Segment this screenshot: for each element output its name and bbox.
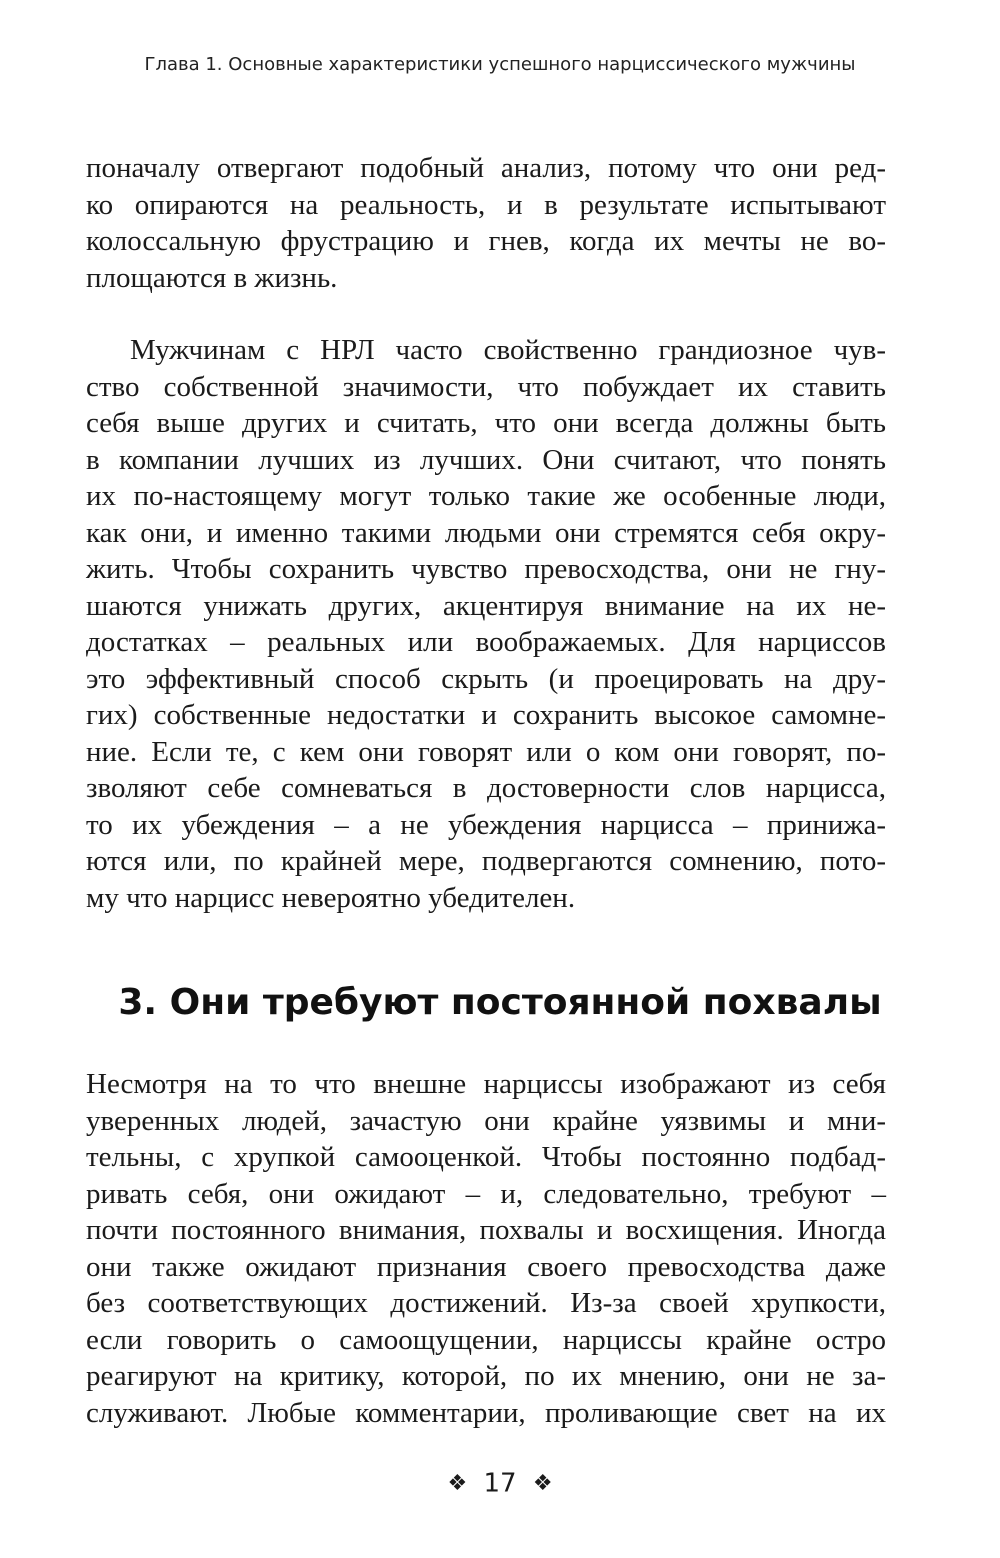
text-line: колоссальную фрустрацию и гнев, когда их мечты не во-: [86, 225, 886, 257]
text-line: ство собственной значимости, что побуждает их ставить: [86, 370, 886, 403]
text-line: достатках – реальных или воображаемых. Для нарциссов: [86, 626, 886, 658]
section-heading: 3. Они требуют постоянной похвалы: [118, 982, 882, 1023]
text-line: тельны, с хрупкой самооценкой. Чтобы постоянно подбад-: [86, 1141, 886, 1173]
running-head: Глава 1. Основные характеристики успешного нарциссического мужчины: [144, 54, 856, 75]
text-line: ние. Если те, с кем они говорят или о ком они говорят, по-: [86, 735, 886, 768]
text-line: му что нарцисс невероятно убедителен.: [86, 881, 576, 914]
page-footer: [0, 1468, 1000, 1499]
text-line: реагируют на критику, которой, по их мнению, они не за-: [86, 1360, 886, 1392]
text-line: они также ожидают признания своего превосходства даже: [86, 1250, 886, 1283]
text-line: уверенных людей, зачастую они крайне уязвимы и мни-: [86, 1104, 886, 1137]
text-line: площаются в жизнь.: [86, 261, 338, 294]
text-line: если говорить о самоощущении, нарциссы крайне остро: [86, 1323, 886, 1356]
text-line: ются или, по крайней мере, подвергаются сомнению, пото-: [86, 845, 886, 877]
text-line: без соответствующих достижений. Из-за своей хрупкости,: [86, 1287, 886, 1319]
text-line: почти постоянного внимания, похвалы и восхищения. Иногда: [86, 1214, 886, 1246]
text-line: себя выше других и считать, что они всегда должны быть: [86, 407, 886, 439]
diamond-ornament-icon: ❖: [532, 1471, 553, 1496]
text-line: зволяют себе сомневаться в достоверности слов нарцисса,: [86, 772, 886, 804]
text-line: как они, и именно такими людьми они стремятся себя окру-: [86, 516, 886, 549]
paragraph-continuation: [86, 150, 886, 296]
text-line: жить. Чтобы сохранить чувство превосходства, они не гну-: [86, 553, 886, 585]
page-number: 17: [483, 1468, 517, 1499]
text-line: служивают. Любые комментарии, проливающие свет на их: [86, 1396, 886, 1429]
diamond-ornament-icon: ❖: [447, 1471, 468, 1496]
paragraph-grandiosity: [86, 332, 886, 916]
text-line: ривать себя, они ожидают – и, следовательно, требуют –: [86, 1177, 886, 1210]
text-line: ко опираются на реальность, и в результате испытывают: [86, 188, 886, 221]
text-line: это эффективный способ скрыть (и проецировать на дру-: [86, 662, 886, 695]
text-line: в компании лучших из лучших. Они считают, что понять: [86, 443, 886, 476]
paragraph-praise: [86, 1066, 886, 1431]
text-line: их по-настоящему могут только такие же особенные люди,: [86, 480, 886, 512]
text-line: Несмотря на то что внешне нарциссы изображают из себя: [86, 1068, 886, 1100]
text-line: шаются унижать других, акцентируя внимание на их не-: [86, 589, 886, 622]
text-line: гих) собственные недостатки и сохранить высокое самомне-: [86, 699, 886, 731]
text-line: Мужчинам с НРЛ часто свойственно грандиозное чув-: [130, 334, 886, 366]
text-line: поначалу отвергают подобный анализ, потому что они ред-: [86, 152, 886, 184]
text-line: то их убеждения – а не убеждения нарцисса – принижа-: [86, 808, 886, 841]
